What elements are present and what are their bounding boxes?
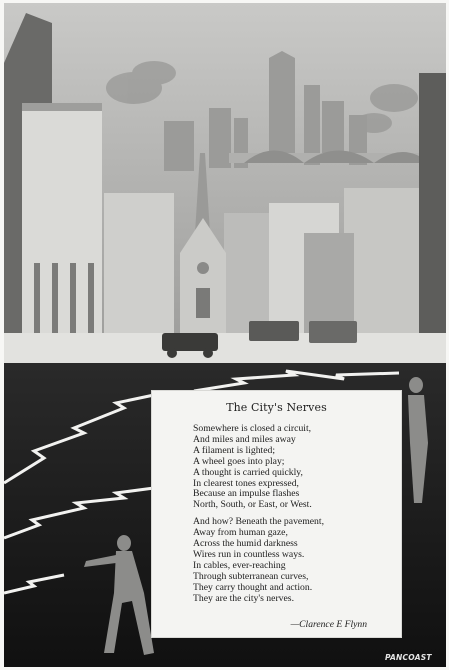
poem-line: And how? Beneath the pavement, xyxy=(193,516,325,528)
poem-line: They carry thought and action. xyxy=(193,581,313,593)
poem-line: Somewhere is closed a circuit, xyxy=(193,423,312,434)
poem-stanza-1 xyxy=(193,424,398,511)
poem-line: They are the city's nerves. xyxy=(193,592,294,604)
poem-panel xyxy=(151,390,402,638)
poem-line: Away from human gaze, xyxy=(193,527,288,539)
poem-line: In clearest tones expressed, xyxy=(193,477,299,489)
poem-line: North, South, or East, or West. xyxy=(193,499,312,511)
poem-line: Through subterranean curves, xyxy=(193,570,309,582)
artist-signature: PANCOAST xyxy=(385,653,432,662)
right-building xyxy=(419,73,446,353)
poem-line: A thought is carried quickly, xyxy=(193,466,303,478)
poem-author: —Clarence E Flynn xyxy=(290,619,367,630)
poem-line: Wires run in countless ways. xyxy=(193,548,305,560)
poem-stanza-2 xyxy=(193,517,398,604)
street xyxy=(4,333,446,363)
poem-line: A filament is lighted; xyxy=(193,444,276,456)
poem-line: Because an impulse flashes xyxy=(193,488,300,500)
poem-line: In cables, ever-reaching xyxy=(193,559,286,571)
poem-body xyxy=(193,424,398,611)
poem-line: And miles and miles away xyxy=(193,433,296,445)
poem-line: Across the humid darkness xyxy=(193,538,298,550)
poem-title: The City's Nerves xyxy=(226,401,327,414)
poem-line: A wheel goes into play; xyxy=(193,455,285,467)
